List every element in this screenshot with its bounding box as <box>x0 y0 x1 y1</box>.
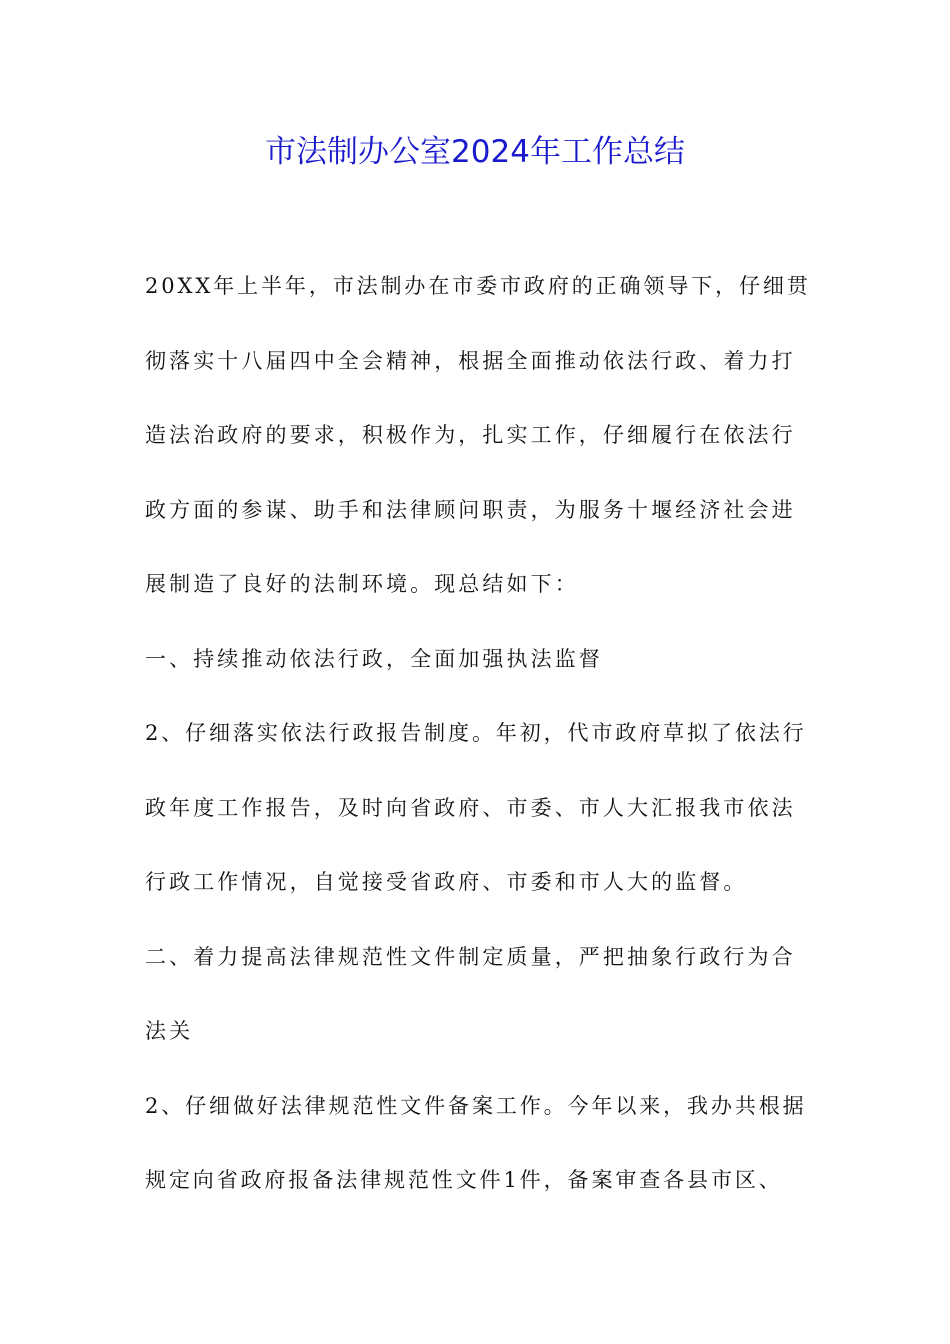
body-line: 政方面的参谋、助手和法律顾问职责，为服务十堰经济社会进 <box>145 497 796 522</box>
body-line: 彻落实十八届四中全会精神，根据全面推动依法行政、着力打 <box>145 348 796 373</box>
body-line: 造法治政府的要求，积极作为，扎实工作，仔细履行在依法行 <box>145 423 796 447</box>
section-heading-continued: 法关 <box>145 1019 194 1043</box>
body-line: 政年度工作报告，及时向省政府、市委、市人大汇报我市依法 <box>145 795 796 820</box>
body-line: 规定向省政府报备法律规范性文件1件，备案审查各县市区、 <box>145 1168 783 1192</box>
body-line: 行政工作情况，自觉接受省政府、市委和市人大的监督。 <box>145 870 748 894</box>
body-line: 展制造了良好的法制环境。现总结如下： <box>145 572 579 596</box>
document-body <box>145 263 810 1232</box>
body-line: 2、仔细落实依法行政报告制度。年初，代市政府草拟了依法行 <box>145 721 807 745</box>
section-heading: 一、持续推动依法行政，全面加强执法监督 <box>145 646 603 671</box>
section-heading: 二、着力提高法律规范性文件制定质量，严把抽象行政行为合 <box>145 944 796 969</box>
body-line: 2、仔细做好法律规范性文件备案工作。今年以来，我办共根据 <box>145 1093 807 1118</box>
body-line: 20XX年上半年，市法制办在市委市政府的正确领导下，仔细贯 <box>145 274 811 298</box>
document-title: 市法制办公室2024年工作总结 <box>265 134 685 170</box>
